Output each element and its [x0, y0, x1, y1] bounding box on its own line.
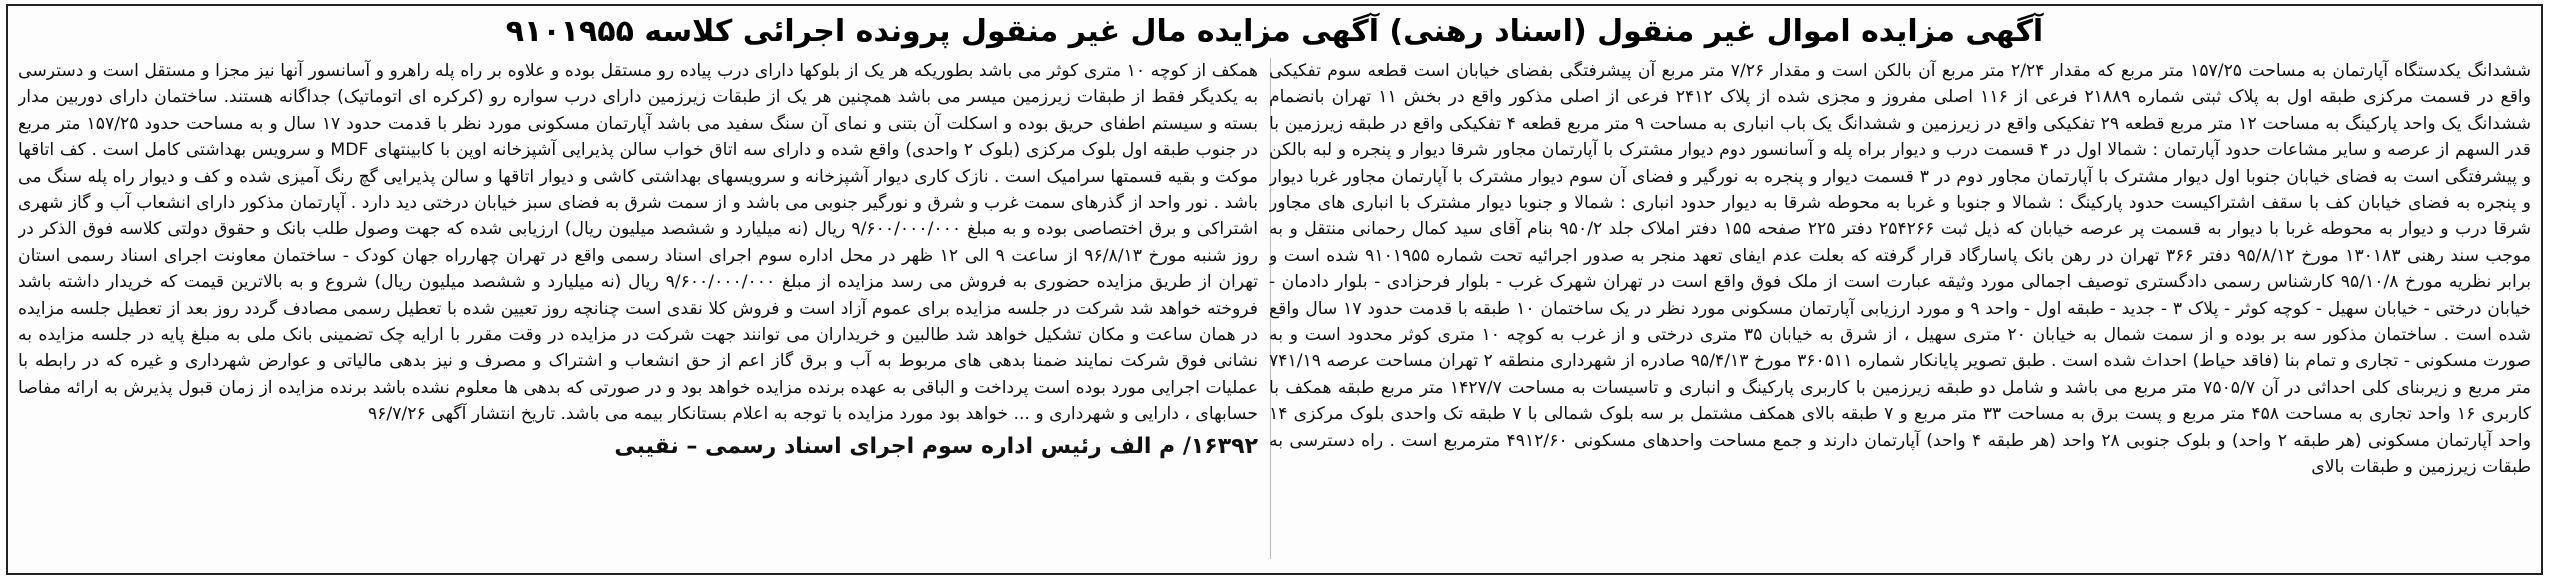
- right-column-text: ششدانگ یکدستگاه آپارتمان به مساحت ۱۵۷/۲۵ متر مربع که مقدار ۲/۲۴ متر مربع آن بالکن است و مقدار ۷/۲۶ متر مربع آن پیشرفتگی بفضای خیابان است قطعه سوم تفکیکی واقع در قسمت مرکزی طبقه اول به پلاک ثبتی شماره ۲۱۸۸۹ فرعی از ۱۱۶ اصلی مفروز و مجزی شده از پلاک ۲۴۱۲ فرعی از اصلی مذکور واقع در بخش ۱۱ تهران بانضمام ششدانگ یک واحد پارکینگ به مساحت ۱۲ متر مربع قطعه ۲۹ تفکیکی واقع در زیرزمین و ششدانگ یک باب انباری به مساحت ۹ متر مربع قطعه ۴ تفکیکی واقع در طبقه زیرزمین با قدر السهم از عرصه و سایر مشاعات حدود آپارتمان : شمالا اول در ۴ قسمت درب و دیوار براه پله و آسانسور دوم دیوار مشترک با آپارتمان مجاور شرقا دیوار و پنجره و لبه بالکن و پیشرفتگی است به فضای خیابان جنوبا اول دیوار مشترک با آپارتمان مجاور دوم در ۳ قسمت دیوار و پنجره به نورگیر و فضای آن سوم دیوار مشترک با آپارتمان مجاور غربا دیوار و پنجره به فضای خیابان کف با سقف اشتراکیست حدود پارکینگ : شمالا و جنوبا و غربا به محوطه شرقا به دیوار حدود انباری : شمالا و جنوبا دیوار مشترک با انباری های مجاور شرقا درب و دیوار به محوطه غربا با دیوار به قسمت پر عرصه خیابان که ذیل ثبت ۲۵۴۲۶۶ دفتر ۲۲۵ صفحه ۱۵۵ دفتر املاک جلد ۹۵۰/۲ بنام آقای سید کمال رحمانی منتقل و به موجب سند رهنی ۱۳۰۱۸۳ مورخ ۹۵/۸/۱۲ دفتر ۳۶۶ تهران در رهن بانک پاسارگاد قرار گرفته که بعلت عدم ایفای تعهد منجر به صدور اجرائیه تحت شماره ۹۱۰۱۹۵۵ شده است و برابر نظریه مورخ ۹۵/۱۰/۸ کارشناس رسمی دادگستری توصیف اجمالی مورد وثیقه عبارت است از ملک فوق واقع است در تهران شهرک غرب - بلوار فرحزادی - بلوار دادمان - خیابان درختی - خیابان سهیل - کوچه کوثر - پلاک ۳ - جدید - طبقه اول - واحد ۹ و مورد ارزیابی آپارتمان مسکونی مورد نظر در یک ساختمان ۱۰ طبقه با قدمت حدود ۱۷ سال واقع شده است . ساختمان مذکور سه بر بوده و از سمت شمال به خیابان ۲۰ متری سهیل ، از شرق به خیابان ۳۵ متری درختی و از غرب به کوچه ۱۰ متری کوثر محدود است و به صورت مسکونی - تجاری و تمام بنا (فاقد حیاط) احداث شده است . طبق تصویر پایانکار شماره ۳۶۰۵۱۱ مورخ ۹۵/۴/۱۳ صادره از شهرداری منطقه ۲ تهران مساحت عرصه ۷۴۱/۱۹ متر مربع و زیربنای کلی احداثی در آن ۷۵۰۵/۷ متر مربع می باشد و شامل دو طبقه زیرزمین با کاربری پارکینگ و انباری و تاسیسات به مساحت ۱۴۲۷/۷ متر مربع طبقه همکف با کاربری ۱۶ واحد تجاری به مساحت ۴۵۸ متر مربع و پست برق به مساحت ۳۳ متر مربع و ۷ طبقه بالای همکف مشتمل بر سه بلوک شمالی با ۷ طبقه تک واحدی بلوک مرکزی ۱۴ واحد آپارتمان مسکونی (هر طبقه ۲ واحد) و بلوک جنوبی ۲۸ واحد (هر طبقه ۴ واحد) آپارتمان دارند و جمع مساحت واحدهای مسکونی ۴۹۱۲/۶۰ مترمربع است . راه دسترسی به طبقات زیرزمین و طبقات بالای: [1269, 61, 2531, 478]
- notice-left-column: [18, 58, 1258, 563]
- notice-title: آگهی مزایده اموال غیر منقول (اسناد رهنی) آگهی مزایده مال غیر منقول پرونده اجرائی کلاسه ۹۱۰۱۹۵۵: [505, 14, 2044, 49]
- notice-signature: ۱۶۳۹۲/ م الف رئیس اداره سوم اجرای اسناد رسمی – نقیبی: [614, 433, 1258, 459]
- notice-right-column: [1269, 58, 2531, 563]
- notice-body: [18, 58, 2531, 563]
- auction-notice: [6, 4, 2543, 575]
- left-column-text: همکف از کوچه ۱۰ متری کوثر می باشد بطوریکه هر یک از بلوکها دارای درب پیاده رو مستقل بوده و علاوه بر راه پله راهرو و آسانسور آنها نیز مجزا و مستقل است و دسترسی به یکدیگر فقط از طبقات زیرزمین میسر می باشد همچنین هر یک از طبقات زیرزمین دارای درب سواره رو (کرکره ای اتوماتیک) جداگانه هستند. ساختمان دارای دوربین مدار بسته و سیستم اطفای حریق بوده و اسکلت آن بتنی و نمای آن سنگ سفید می باشد آپارتمان مسکونی مورد نظر با قدمت حدود ۱۷ سال و به مساحت حدود ۱۵۷/۲۵ متر مربع در جنوب طبقه اول بلوک مرکزی (بلوک ۲ واحدی) واقع شده و دارای سه اتاق خواب سالن پذیرایی آشپزخانه اوپن با کابینتهای MDF و سرویس بهداشتی کامل است . کف اتاقها موکت و بقیه قسمتها سرامیک است . نازک کاری دیوار آشپزخانه و سرویسهای بهداشتی کاشی و دیوار اتاقها و سالن پذیرایی گچ رنگ آمیزی شده و کف و دیوار راه پله سنگ می باشد . نور واحد از گذرهای سمت غرب و شرق و نورگیر جنوبی می باشد و از سمت شرق به فضای سبز خیابان درختی دید دارد . آپارتمان مذکور دارای انشعاب آب و گاز شهری اشتراکی و برق اختصاصی بوده و به مبلغ ۹/۶۰۰/۰۰۰/۰۰۰ ریال (نه میلیارد و ششصد میلیون ریال) ارزیابی شده که جهت وصول طلب بانک و حقوق دولتی کلاسه فوق الذکر در روز شنبه مورخ ۹۶/۸/۱۳ از ساعت ۹ الی ۱۲ ظهر در محل اداره سوم اجرای اسناد رسمی واقع در تهران چهارراه جهان کودک - ساختمان معاونت اجرای اسناد رسمی استان تهران از طریق مزایده حضوری به فروش می رسد مزایده از مبلغ ۹/۶۰۰/۰۰۰/۰۰۰ ریال (نه میلیارد و ششصد میلیون ریال) شروع و به بالاترین قیمت که خریدار داشته باشد فروخته خواهد شد شرکت در جلسه مزایده برای عموم آزاد است و فروش کلا نقدی است چنانچه روز تعیین شده با تعطیل رسمی مصادف گردد روز بعد از تعطیل جلسه مزایده در همان ساعت و مکان تشکیل خواهد شد طالبین و خریداران می توانند جهت شرکت در مزایده در وقت مقرر با ارایه چک تضمینی بانک ملی به مبلغ پایه در جلسه مزایده به نشانی فوق شرکت نمایند ضمنا بدهی های مربوط به آب و برق گاز اعم از حق انشعاب و اشتراک و مصرف و نیز بدهی مالیاتی و عوارض شهرداری و غیره که در رابطه با عملیات اجرایی مورد بوده است پرداخت و الباقی به عهده برنده مزایده خواهد بود و در صورتی که بدهی ها معلوم نشده باشد برنده مزایده از زمان قبول پذیرش به ارائه مفاصا حسابهای ، دارایی و شهرداری و ... خواهد بود مورد مزایده با توجه به اعلام بستانکار بیمه می باشد. تاریخ انتشار آگهی ۹۶/۷/۲۶: [18, 61, 1258, 425]
